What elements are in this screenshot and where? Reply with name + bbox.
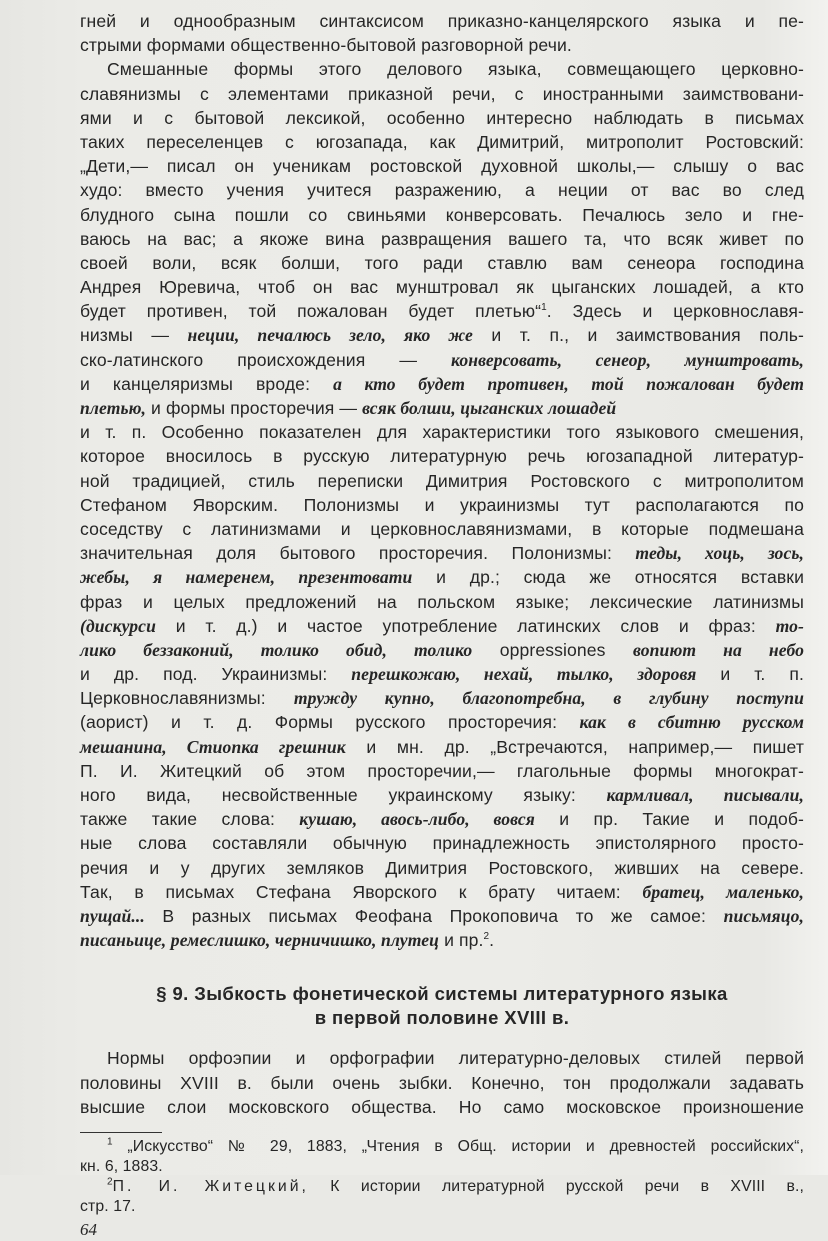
- italic-example: жебы, я намеренем, презентовати: [80, 567, 413, 588]
- footnote-reference: 1: [541, 302, 547, 314]
- text-line: [80, 227, 804, 251]
- italic-example: перешкожаю, нехай, тылко, здоровя: [351, 664, 697, 685]
- text-run: ного вида, несвойственные украинскому языку:: [80, 785, 607, 805]
- text-line: [80, 154, 804, 178]
- footnote-2-line-2: стр. 17.: [80, 1197, 136, 1215]
- text-run: и т. п.: [696, 664, 804, 685]
- text-line: [80, 275, 804, 299]
- text-run: своей воли, всяк болши, того ради ставлю вам сенеора господина: [80, 252, 804, 273]
- page-number: 64: [80, 1219, 97, 1239]
- text-line: [80, 251, 804, 275]
- text-run: Стефаном Яворским. Полонизмы и украинизмы тут располагаются по: [80, 494, 804, 515]
- text-run: и канцеляризмы вроде:: [80, 373, 334, 394]
- text-run: низмы —: [80, 325, 188, 346]
- text-run: и др. под. Украинизмы:: [80, 664, 352, 685]
- text-run: фраз и целых предложений на польском языке; лексические латинизмы: [80, 591, 804, 612]
- text-run: ями и с бытовой лексикой, особенно интересно наблюдать в письмах: [80, 107, 804, 128]
- text-run: „Дети,— писал он ученикам ростовской духовной школы,— слышу о вас: [80, 156, 804, 177]
- text-run: oppressiones: [472, 639, 634, 660]
- text-line: [80, 130, 804, 154]
- text-run: и т. п. Особенно показателен для характеристики того языкового смешения,: [80, 422, 804, 443]
- text-run: П. И. Житецкий об этом просторечии,— глагольные формы многократ-: [80, 760, 804, 781]
- footnotes: [80, 1137, 804, 1217]
- text-line: [80, 178, 804, 202]
- text-line: [80, 856, 804, 880]
- text-line: [80, 493, 804, 517]
- italic-example: как в сбитню русском: [579, 712, 804, 733]
- footnote-separator: [80, 1132, 162, 1133]
- text-run: значительная доля бытового просторечия. Полонизмы:: [80, 543, 636, 564]
- text-run: ваюсь на вас; а якоже вина развращения вашего та, что всяк живет по: [80, 228, 804, 249]
- text-line: [80, 541, 804, 565]
- italic-example: конверсовать, сенеор, мунштровать,: [450, 349, 804, 370]
- text-run: и пр. Такие и подоб-: [534, 809, 804, 830]
- text-line: [80, 735, 804, 759]
- paragraph-continuation: [80, 9, 804, 57]
- text-line: гней и однообразным синтаксисом приказно-канцелярского языка и пе-: [80, 11, 804, 31]
- text-line: [80, 710, 804, 734]
- text-run: Церковнославянизмы:: [80, 688, 294, 709]
- text-line: [80, 783, 804, 807]
- text-run: Смешанные формы этого делового языка, совмещающего церковно-: [107, 59, 804, 80]
- text-line: [80, 299, 804, 323]
- text-line: Нормы орфоэпии и орфографии литературно-деловых стилей первой: [107, 1048, 804, 1069]
- text-line: половины XVIII в. были очень зыбки. Конечно, тон продолжали задавать: [80, 1072, 804, 1093]
- text-line: [80, 203, 804, 227]
- italic-example: письмяцо,: [723, 905, 804, 926]
- text-line: [80, 807, 804, 831]
- text-line: [80, 614, 804, 638]
- text-line: [80, 57, 804, 81]
- text-run: ной традицией, стиль переписки Димитрия Ростовского с митрополитом: [80, 470, 804, 491]
- text-run: и пр.: [439, 930, 484, 951]
- text-run: и формы просторечия —: [146, 398, 363, 418]
- text-run: .: [489, 930, 495, 951]
- footnote-1-line-2: кн. 6, 1883.: [80, 1157, 163, 1175]
- text-run: Так, в письмах Стефана Яворского к брату читаем:: [80, 881, 643, 902]
- italic-example: неции, печалюсь зело, яко же: [187, 325, 473, 346]
- text-line: [80, 517, 804, 541]
- italic-example: писаньице, ремеслишко, черничишко, плутец: [80, 930, 440, 951]
- italic-example: пущай...: [80, 905, 145, 926]
- text-line: [80, 590, 804, 614]
- paragraph-mixed-forms: [80, 57, 804, 952]
- text-line: [80, 686, 804, 710]
- italic-example: мешанина, Стиопка грешник: [80, 736, 346, 757]
- footnote-text: К истории литературной русской речи в XVIII в.,: [308, 1177, 804, 1195]
- text-line: [80, 904, 804, 928]
- text-line: [80, 565, 804, 589]
- text-run: также такие слова:: [80, 809, 300, 830]
- text-line: [80, 420, 804, 444]
- italic-example: вопиют на небо: [633, 639, 804, 660]
- text-line: [80, 106, 804, 130]
- footnote-marker: 2: [107, 1176, 113, 1188]
- italic-example: кармливал, писывали,: [606, 785, 804, 805]
- text-line: [80, 323, 804, 347]
- italic-example: плетью,: [80, 398, 147, 418]
- text-run: В разных письмах Феофана Прокоповича то же самое:: [144, 905, 724, 926]
- text-run: Андрея Юревича, чтоб он вас мунштровал як цыганских лошадей, а кто: [80, 277, 804, 298]
- text-run: соседству с латинизмами и церковнославянизмами, в которые подмешана: [80, 518, 804, 539]
- section-heading: [80, 982, 804, 1030]
- text-run: славянизмы с элементами приказной речи, с иностранными заимствовани-: [80, 83, 804, 104]
- text-line: [80, 444, 804, 468]
- italic-example: кушаю, авось-либо, вовся: [299, 809, 535, 830]
- italic-example: теды, хоць, зось,: [635, 543, 804, 564]
- text-line: [80, 638, 804, 662]
- footnote-text: „Искусство“ № 29, 1883, „Чтения в Общ. истории и древностей российских“,: [112, 1137, 804, 1155]
- text-run: ско-латинского происхождения —: [80, 349, 451, 370]
- section-heading-line-2: в первой половине XVIII в.: [314, 1007, 570, 1029]
- text-line: [80, 759, 804, 783]
- text-line: [80, 372, 804, 396]
- footnote-reference: 2: [483, 931, 490, 943]
- italic-example: а кто будет противен, той пожалован будет: [333, 373, 804, 394]
- text-run: ные слова составляли обычную принадлежность эпистолярного просто-: [80, 833, 804, 854]
- text-run: худо: вместо учения учитеся разражению, а неции от вас во след: [80, 180, 804, 201]
- text-column: [80, 9, 804, 1241]
- footnote-1-line-1: [80, 1137, 804, 1157]
- italic-example: тружду купно, благопотребна, в глубину поступи: [293, 688, 804, 709]
- text-run: . Здесь и церковнославя-: [546, 301, 804, 322]
- text-run: блудного сына пошли со свиньями конверсовать. Печалюсь зело и гне-: [80, 204, 804, 225]
- text-run: и др.; сюда же относятся вставки: [412, 567, 804, 588]
- text-run: и т. п., и заимствования поль-: [472, 325, 804, 346]
- text-line: [80, 831, 804, 855]
- text-run: будет противен, той пожалован будет плетью“: [80, 301, 542, 322]
- text-line: [80, 348, 804, 372]
- text-line: [80, 396, 804, 420]
- italic-example: всяк болши, цыганских лошадей: [362, 398, 617, 418]
- text-run: речия и у других земляков Димитрия Ростовского, живших на севере.: [80, 857, 804, 878]
- footnote-author: П. И. Житецкий,: [112, 1177, 309, 1195]
- text-run: и т. д.) и частое употребление латинских слов и фраз:: [155, 615, 776, 636]
- italic-example: то-: [775, 615, 804, 636]
- section-heading-line-1: § 9. Зыбкость фонетической системы литературного языка: [156, 983, 728, 1005]
- footnote-2-line-1: [80, 1177, 804, 1197]
- text-run: и мн. др. „Встречаются, например,— пишет: [345, 736, 804, 757]
- text-line: [80, 82, 804, 106]
- footnote-marker: 1: [107, 1136, 113, 1148]
- text-line: стрыми формами общественно-бытовой разговорной речи.: [80, 35, 572, 56]
- text-line: высшие слои московского общества. Но само московское произношение: [80, 1096, 804, 1117]
- paragraph-orthoepy: [80, 1046, 804, 1119]
- text-line: [80, 469, 804, 493]
- italic-example: братец, маленько,: [642, 881, 804, 902]
- text-line: [80, 880, 804, 904]
- text-line: [80, 928, 804, 952]
- italic-example: (дискурси: [80, 615, 156, 636]
- text-run: таких переселенцев с югозапада, как Димитрий, митрополит Ростовский:: [80, 131, 804, 152]
- text-line: [80, 662, 804, 686]
- text-run: (аорист) и т. д. Формы русского просторечия:: [80, 712, 580, 733]
- italic-example: лико беззаконий, толико обид, толико: [80, 639, 473, 660]
- text-run: которое вносилось в русскую литературную речь югозападной литератур-: [80, 446, 804, 467]
